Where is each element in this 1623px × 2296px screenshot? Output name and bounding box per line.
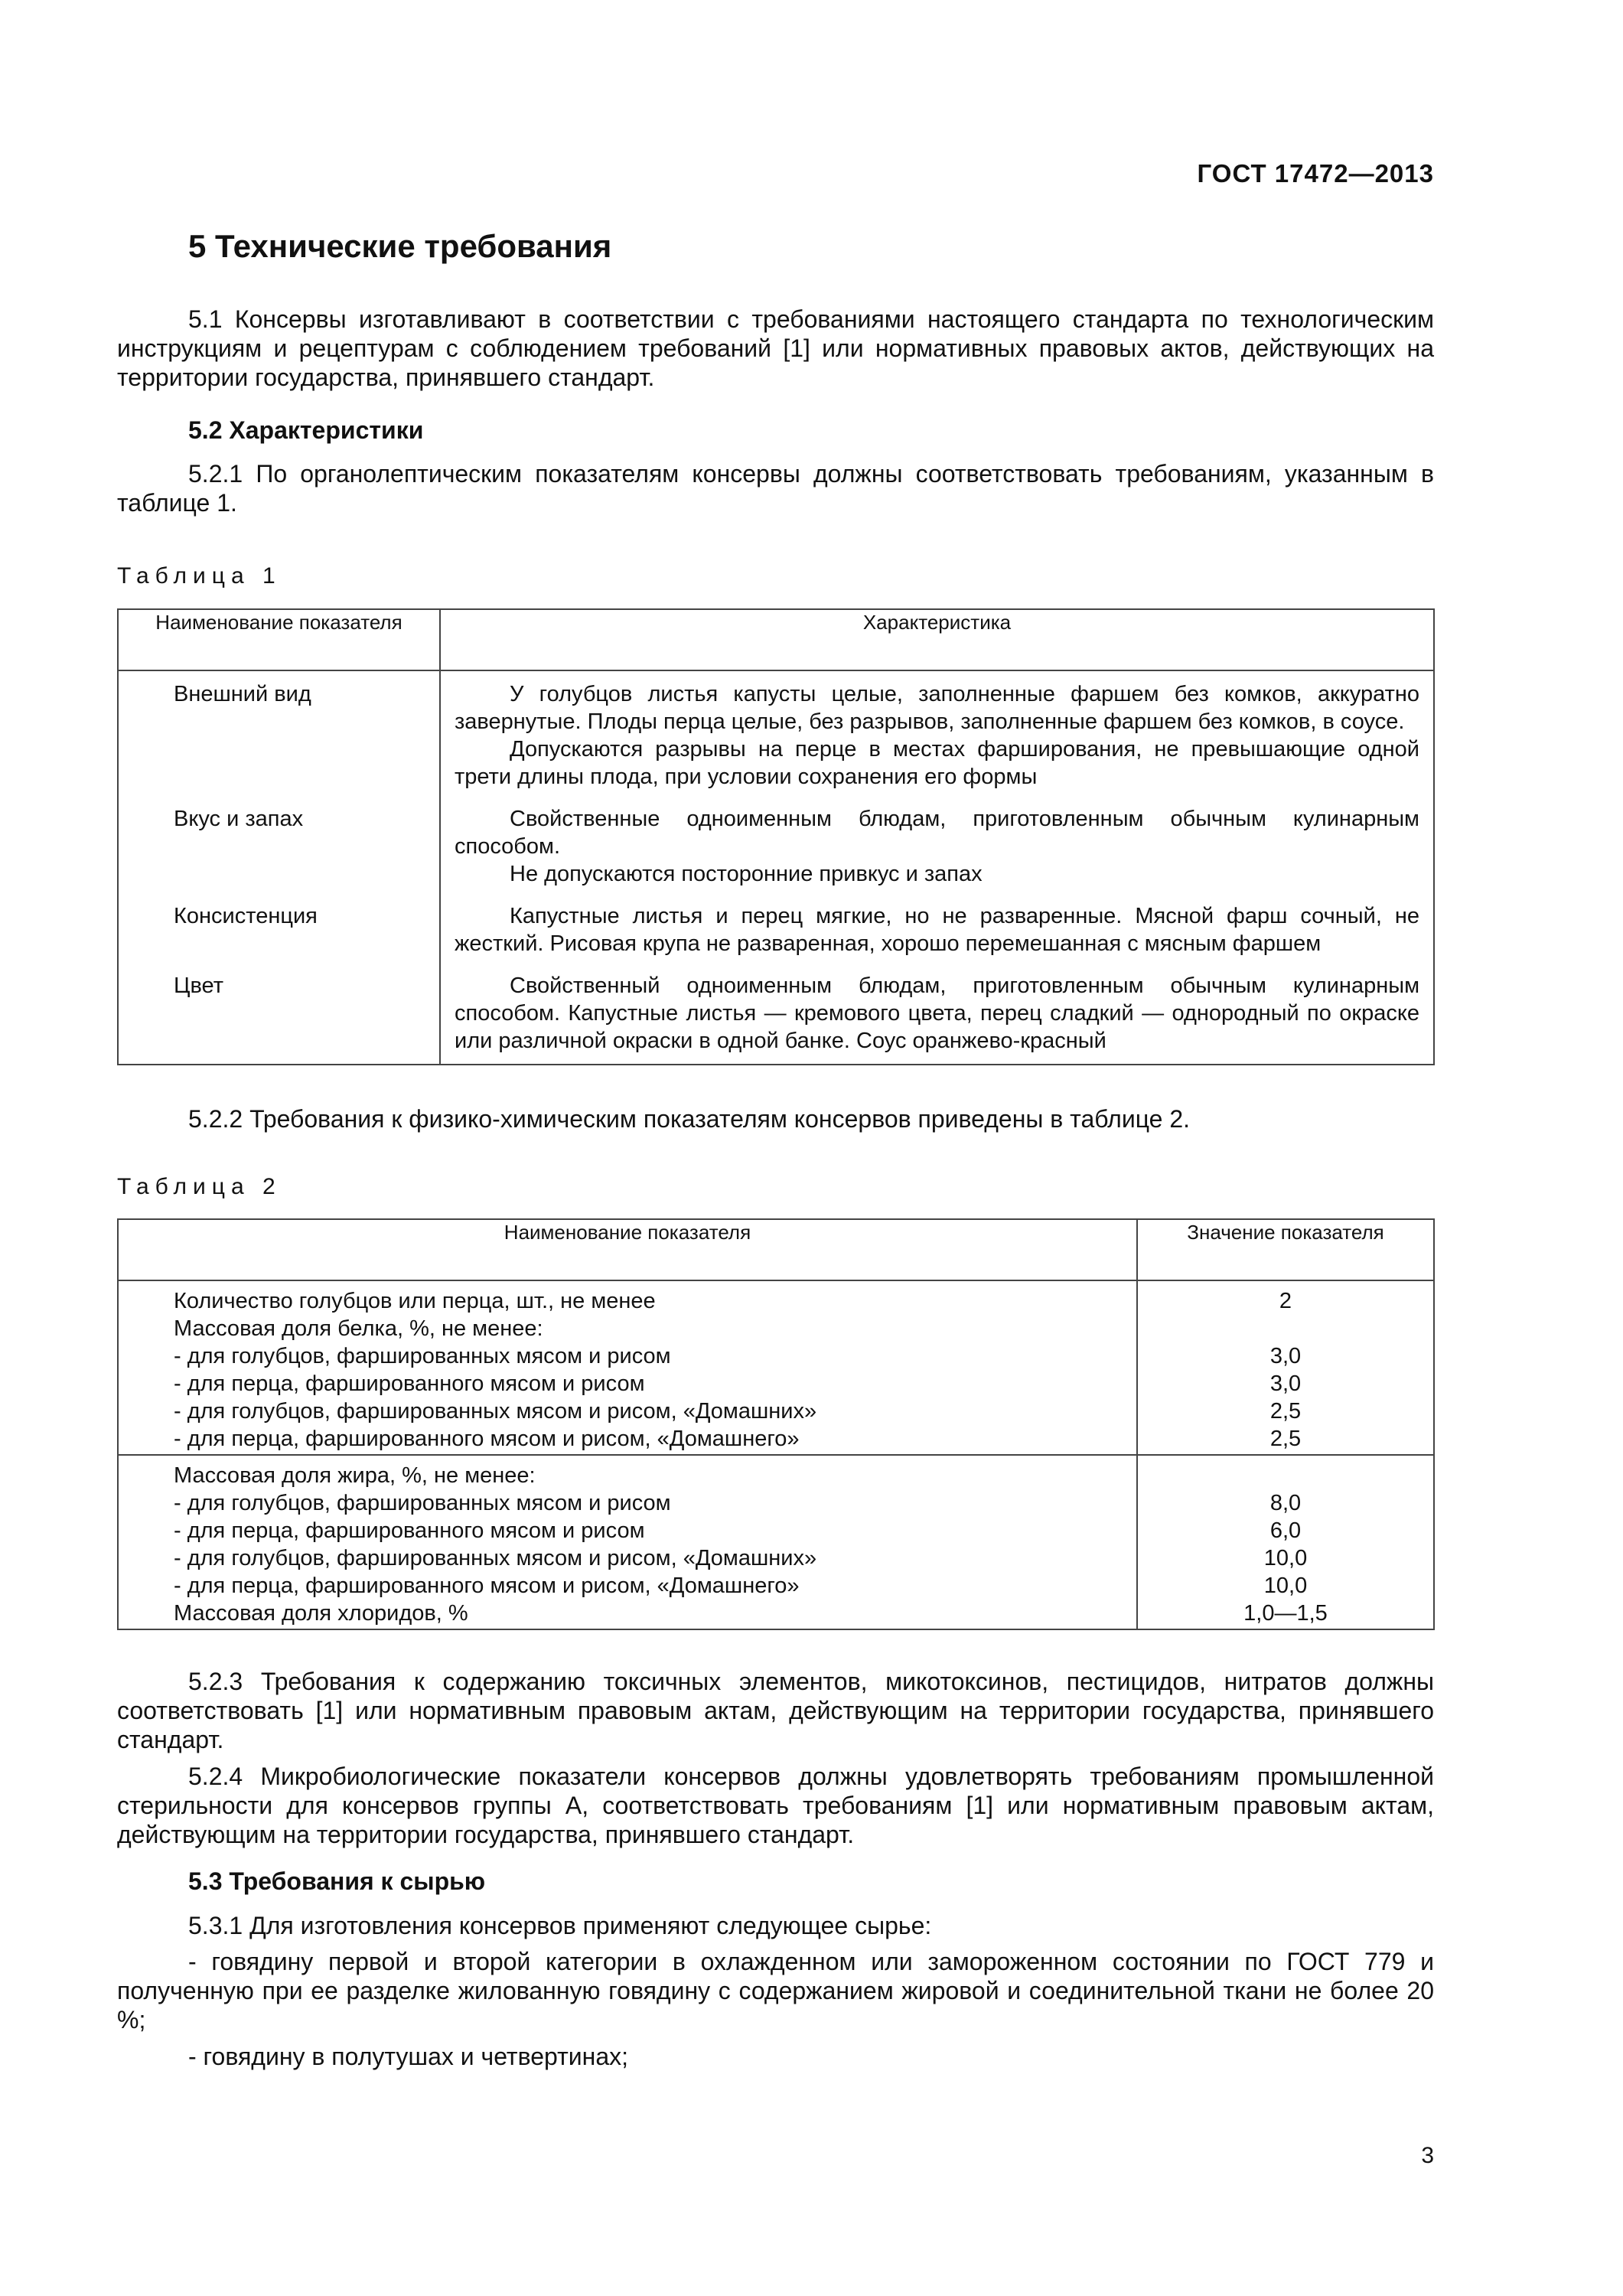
table2-label: - для голубцов, фаршированных мясом и рисом, «Домашних» xyxy=(174,1546,817,1570)
table2-value: 2,5 xyxy=(1269,1399,1302,1424)
table1-row-desc: Капустные листья и перец мягкие, но не разваренные. Мясной фарш сочный, не жесткий. Рисовая крупа не разваренная, хорошо перемешанная с мясным фаршем xyxy=(455,904,1419,956)
table2-value: 3,0 xyxy=(1269,1344,1302,1368)
table2-label: Массовая доля жира, %, не менее: xyxy=(174,1463,536,1488)
table2-value: 3,0 xyxy=(1269,1371,1302,1396)
paragraph-5-3-1: 5.3.1 Для изготовления консервов применяют следующее сырье: xyxy=(188,1912,932,1939)
table1-row-name: Внешний вид xyxy=(118,670,440,804)
table2-label: Массовая доля белка, %, не менее: xyxy=(174,1316,543,1341)
paragraph-5-2-4: 5.2.4 Микробиологические показатели консервов должны удовлетворять требованиям промышленной стерильности для консервов группы А, соответствовать требованиям [1] или нормативным правовым актам, действующим на территории государства, принявшего стандарт. xyxy=(117,1763,1434,1848)
table1-row-desc: У голубцов листья капусты целые, заполненные фаршем без комков, аккуратно завернутые. Плоды перца целые, без разрывов, заполненные фаршем без комков, в соусе. xyxy=(455,682,1419,734)
table1 xyxy=(117,608,1435,1065)
table1-row-desc: Свойственные одноименным блюдам, приготовленным обычным кулинарным способом. xyxy=(455,807,1419,859)
table2-label: - для перца, фаршированного мясом и рисом, «Домашнего» xyxy=(174,1574,800,1598)
table2-header-name: Наименование показателя xyxy=(118,1219,1137,1280)
table2-value: 6,0 xyxy=(1269,1518,1302,1543)
table1-row-desc: Не допускаются посторонние привкус и запах xyxy=(510,862,983,886)
table2-label: - для перца, фаршированного мясом и рисом, «Домашнего» xyxy=(174,1427,800,1451)
section-title: 5 Технические требования xyxy=(188,228,612,264)
page-number: 3 xyxy=(1421,2143,1434,2168)
table2-label: - для голубцов, фаршированных мясом и рисом, «Домашних» xyxy=(174,1399,817,1424)
paragraph-5-1: 5.1 Консервы изготавливают в соответствии с требованиями настоящего стандарта по технологическим инструкциям и рецептурам с соблюдением требований [1] или нормативных правовых актов, действующих на территории государства, принявшего стандарт. xyxy=(117,305,1434,391)
table1-row-name: Вкус и запах xyxy=(118,804,440,902)
table2-label: Массовая доля хлоридов, % xyxy=(174,1601,468,1626)
paragraph-5-2-1: 5.2.1 По органолептическим показателям консервы должны соответствовать требованиям, указанным в таблице 1. xyxy=(117,460,1434,517)
table2 xyxy=(117,1218,1435,1630)
table2-label: - для перца, фаршированного мясом и рисом xyxy=(174,1518,645,1543)
table1-row-name: Цвет xyxy=(118,971,440,1065)
table-row xyxy=(118,1280,1434,1455)
table1-caption: Таблица 1 xyxy=(117,563,282,589)
subheading-5-2: 5.2 Характеристики xyxy=(188,416,424,444)
table-row xyxy=(118,971,1434,1065)
table2-value: 8,0 xyxy=(1269,1491,1302,1515)
table1-header-characteristic: Характеристика xyxy=(440,609,1434,670)
table2-caption: Таблица 2 xyxy=(117,1174,282,1199)
table-row xyxy=(118,804,1434,902)
table2-value: 10,0 xyxy=(1263,1574,1308,1598)
paragraph-5-2-2: 5.2.2 Требования к физико-химическим показателям консервов приведены в таблице 2. xyxy=(188,1105,1191,1133)
table2-value: 1,0—1,5 xyxy=(1243,1601,1328,1626)
table-row xyxy=(118,1455,1434,1629)
table1-row-desc: Свойственный одноименным блюдам, приготовленным обычным кулинарным способом. Капустные листья — кремового цвета, перец сладкий — однородный по окраске или различной окраски в одной банке. Соус оранжево-красный xyxy=(455,974,1419,1053)
table2-label: - для перца, фаршированного мясом и рисом xyxy=(174,1371,645,1396)
table-row xyxy=(118,670,1434,804)
table2-value: 2 xyxy=(1279,1289,1292,1313)
table1-header-name: Наименование показателя xyxy=(118,609,440,670)
table1-row-name: Консистенция xyxy=(118,902,440,971)
table2-value xyxy=(1139,1462,1432,1489)
table2-value: 10,0 xyxy=(1263,1546,1308,1570)
table2-value: 2,5 xyxy=(1269,1427,1302,1451)
paragraph-beef-category: - говядину первой и второй категории в охлажденном или замороженном состоянии по ГОСТ 779 и полученную при ее разделке жилованную говядину с содержанием жировой и соединительной ткани не более 20 %; xyxy=(117,1948,1434,2033)
page-header-doc-id: ГОСТ 17472—2013 xyxy=(1197,159,1434,188)
paragraph-beef-halves: - говядину в полутушах и четвертинах; xyxy=(188,2043,628,2070)
paragraph-5-2-3: 5.2.3 Требования к содержанию токсичных элементов, микотоксинов, пестицидов, нитратов должны соответствовать [1] или нормативным правовым актам, действующим на территории государства, принявшего стандарт. xyxy=(117,1668,1434,1753)
table2-label: Количество голубцов или перца, шт., не менее xyxy=(174,1289,656,1313)
table2-label: - для голубцов, фаршированных мясом и рисом xyxy=(174,1491,671,1515)
subheading-5-3: 5.3 Требования к сырью xyxy=(188,1867,486,1895)
table2-header-value: Значение показателя xyxy=(1137,1219,1434,1280)
table2-value xyxy=(1139,1315,1432,1342)
table1-row-desc: Допускаются разрывы на перце в местах фарширования, не превышающие одной трети длины плода, при условии сохранения его формы xyxy=(455,737,1419,789)
table2-label: - для голубцов, фаршированных мясом и рисом xyxy=(174,1344,671,1368)
table-row xyxy=(118,902,1434,971)
